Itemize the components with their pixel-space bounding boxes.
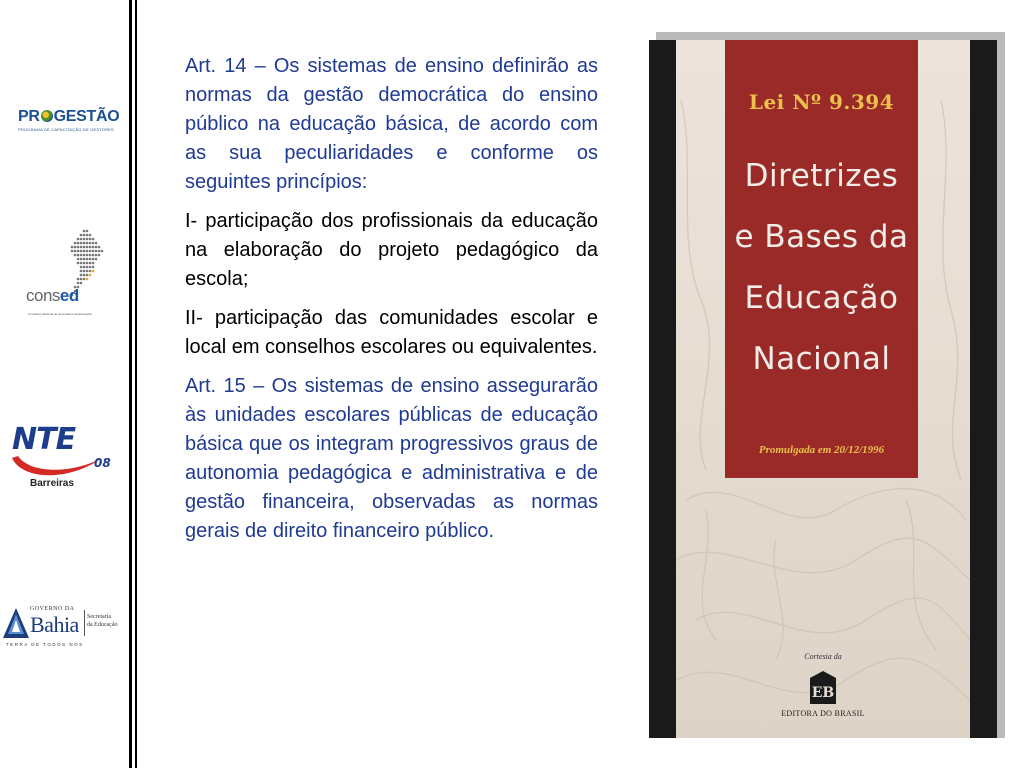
nte-number: 08 bbox=[94, 456, 111, 470]
bahia-government-label: GOVERNO DA bbox=[30, 606, 75, 612]
divider-line-thick bbox=[129, 0, 132, 768]
bahia-government-logo bbox=[2, 604, 126, 654]
cover-courtesy: Cortesia da bbox=[804, 652, 842, 661]
bahia-motto: TERRA DE TODOS NÓS bbox=[6, 642, 84, 647]
consed-tagline: Conselho Nacional de Secretários de Educação bbox=[28, 312, 92, 316]
progestao-tagline: PROGRAMA DE CAPACITAÇÃO DE GESTORES bbox=[18, 127, 114, 132]
book-cover-image bbox=[676, 40, 970, 738]
nte-city: Barreiras bbox=[30, 478, 74, 489]
consed-wordmark bbox=[26, 286, 79, 306]
bahia-wordmark: Bahia bbox=[30, 612, 79, 637]
cover-red-panel bbox=[725, 40, 918, 478]
article-14-item-2: II- participação das comunidades escolar e local em conselhos escolares ou equivalentes. bbox=[185, 307, 598, 358]
globe-icon bbox=[41, 110, 53, 122]
divider-line-thin bbox=[135, 0, 137, 768]
nte-wordmark: NTE bbox=[12, 422, 76, 457]
progestao-logo bbox=[18, 108, 128, 144]
bahia-secretaria bbox=[87, 613, 117, 629]
law-text bbox=[185, 52, 598, 556]
cover-title bbox=[725, 146, 918, 390]
article-14-item-1: I- participação dos profissionais da educação na elaboração do projeto pedagógico da escola; bbox=[185, 210, 598, 290]
article-14: Art. 14 – Os sistemas de ensino definirão as normas da gestão democrática do ensino público na educação básica, de acordo com as sua peculiaridades e conforme os seguintes princípios: bbox=[185, 55, 598, 193]
publisher-eb-text: EB bbox=[811, 685, 835, 701]
progestao-name: PR GESTÃO bbox=[18, 108, 120, 125]
bahia-triangle-icon bbox=[2, 606, 30, 640]
consed-logo bbox=[26, 228, 106, 324]
cover-title-line1: Diretrizes bbox=[744, 158, 899, 194]
cover-title-line3: Educação bbox=[744, 280, 899, 316]
bahia-secretaria-line2: da Educação bbox=[87, 622, 118, 628]
cover-title-line2: e Bases da bbox=[734, 219, 909, 255]
cover-law-number: Lei Nº 9.394 bbox=[748, 90, 895, 114]
bahia-divider bbox=[84, 610, 85, 636]
consed-name-part1: cons bbox=[26, 286, 60, 305]
bahia-secretaria-line1: Secretaria bbox=[87, 614, 111, 620]
progestao-wordmark bbox=[18, 108, 128, 126]
article-15: Art. 15 – Os sistemas de ensino assegurarão às unidades escolares públicas de educação básica que os integram progressivos graus de autonomia pedagógica e administrativa e de gestão financeira, observadas as normas gerais de direito financeiro público. bbox=[185, 375, 598, 542]
cover-promulgation-date: Promulgada em 20/12/1996 bbox=[758, 444, 885, 456]
consed-name-part2: ed bbox=[59, 286, 79, 305]
logo-sidebar bbox=[0, 0, 130, 768]
nte-logo bbox=[8, 420, 118, 496]
publisher-eb-icon bbox=[809, 670, 837, 706]
cover-title-line4: Nacional bbox=[752, 341, 891, 377]
cover-publisher: EDITORA DO BRASIL bbox=[781, 709, 865, 718]
